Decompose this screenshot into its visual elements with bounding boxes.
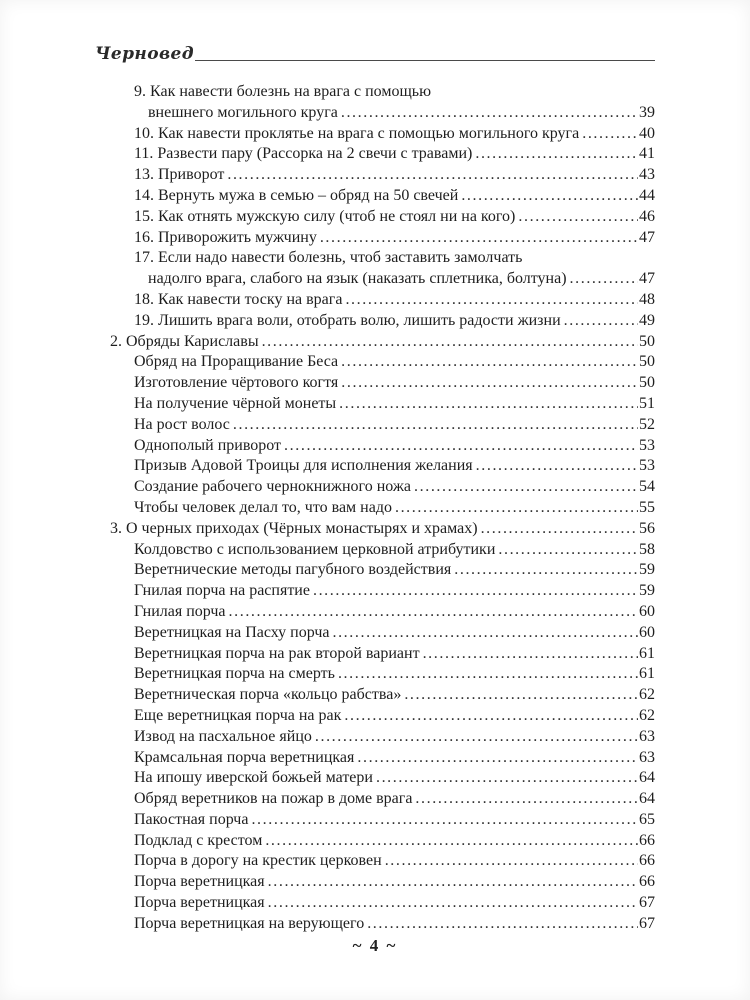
toc-page-number: 44 bbox=[639, 186, 655, 204]
toc-page-number: 53 bbox=[639, 436, 655, 454]
toc-page-number: 60 bbox=[639, 623, 655, 641]
toc-entry bbox=[110, 831, 655, 852]
toc-page-number: 50 bbox=[639, 332, 655, 350]
toc-entry bbox=[110, 727, 655, 748]
toc-entry bbox=[110, 207, 655, 228]
toc-entry-title: Порча веретницкая bbox=[134, 873, 265, 891]
toc-leader-dots bbox=[395, 498, 638, 519]
toc-entry-title: Извод на пасхальное яйцо bbox=[134, 727, 312, 745]
toc-entry-title: 9. Как навести болезнь на врага с помощью bbox=[134, 83, 432, 100]
toc-entry bbox=[110, 456, 655, 477]
toc-page-number: 47 bbox=[639, 270, 655, 288]
toc-entry bbox=[110, 436, 655, 457]
toc-entry-title: Веретницкая порча на рак второй вариант bbox=[134, 644, 420, 662]
toc-entry bbox=[110, 560, 655, 581]
toc-entry bbox=[110, 248, 655, 269]
toc-entry-title: 2. Обряды Кариславы bbox=[110, 332, 259, 350]
toc-leader-dots bbox=[476, 456, 638, 477]
toc-entry-title: 16. Приворожить мужчину bbox=[134, 228, 317, 246]
toc-entry-title: 17. Если надо навести болезнь, чтоб заставить замолчать bbox=[134, 249, 523, 267]
toc-entry-title: Веретническая порча «кольцо рабства» bbox=[134, 686, 402, 704]
toc-entry-title: 14. Вернуть мужа в семью – обряд на 50 свечей bbox=[134, 186, 459, 204]
toc-page-number: 55 bbox=[639, 498, 655, 516]
toc-entry bbox=[110, 498, 655, 519]
toc-leader-dots bbox=[233, 415, 638, 436]
toc-entry-title: Однополый приворот bbox=[134, 436, 282, 454]
toc-page-number: 66 bbox=[639, 831, 655, 849]
toc-entry bbox=[110, 664, 655, 685]
toc-leader-dots bbox=[475, 144, 638, 165]
toc-entry bbox=[110, 415, 655, 436]
toc-page-number: 67 bbox=[639, 894, 655, 912]
toc-page-number: 39 bbox=[639, 103, 655, 121]
toc-entry-title: Еще веретницкая порча на рак bbox=[134, 706, 342, 724]
page-footer bbox=[0, 936, 750, 956]
toc-page-number: 46 bbox=[639, 207, 655, 225]
toc-leader-dots bbox=[268, 872, 638, 893]
toc-page-number: 50 bbox=[639, 353, 655, 371]
toc-entry-title: 3. О черных приходах (Чёрных монастырях и храмах) bbox=[110, 519, 478, 537]
toc-leader-dots bbox=[338, 664, 638, 685]
toc-page-number: 41 bbox=[639, 145, 655, 163]
toc-page-number: 47 bbox=[639, 228, 655, 246]
toc-entry-title: 11. Развести пару (Рассорка на 2 свечи с травами) bbox=[134, 145, 473, 163]
toc-entry-title: Веретнические методы пагубного воздействия bbox=[134, 561, 452, 579]
toc-leader-dots bbox=[570, 269, 638, 290]
toc-entry-title: Гнилая порча на распятие bbox=[134, 582, 310, 600]
toc-page-number: 60 bbox=[639, 602, 655, 620]
toc-leader-dots bbox=[320, 228, 638, 249]
toc-page-number: 63 bbox=[639, 748, 655, 766]
toc-leader-dots bbox=[582, 124, 638, 145]
toc-entry bbox=[110, 748, 655, 769]
toc-entry-title: Подклад с крестом bbox=[134, 831, 263, 849]
toc-page-number: 49 bbox=[639, 311, 655, 329]
toc-entry-title: Пакостная порча bbox=[134, 810, 249, 828]
toc-leader-dots bbox=[454, 560, 638, 581]
toc-entry bbox=[110, 519, 655, 540]
toc-leader-dots bbox=[341, 373, 638, 394]
toc-page-number: 66 bbox=[639, 852, 655, 870]
toc-page-number: 64 bbox=[639, 790, 655, 808]
toc-page-number: 56 bbox=[639, 519, 655, 537]
toc-page-number: 62 bbox=[639, 706, 655, 724]
toc-leader-dots bbox=[367, 914, 638, 935]
toc-entry bbox=[110, 290, 655, 311]
toc-entry-title: Обряд на Проращивание Беса bbox=[134, 353, 339, 371]
toc-entry bbox=[110, 373, 655, 394]
toc-leader-dots bbox=[332, 623, 638, 644]
toc-leader-dots bbox=[315, 727, 638, 748]
toc-entry-title: надолго врага, слабого на язык (наказать сплетника, болтуна) bbox=[148, 270, 567, 288]
toc-leader-dots bbox=[229, 602, 638, 623]
toc-entry bbox=[110, 540, 655, 561]
toc-page-number: 53 bbox=[639, 457, 655, 475]
toc-entry bbox=[110, 103, 655, 124]
toc-entry-title: Изготовление чёртового когтя bbox=[134, 374, 339, 392]
toc-leader-dots bbox=[268, 893, 638, 914]
toc-leader-dots bbox=[345, 290, 638, 311]
toc-leader-dots bbox=[344, 706, 638, 727]
toc-entry bbox=[110, 644, 655, 665]
toc-entry bbox=[110, 789, 655, 810]
toc-leader-dots bbox=[481, 519, 638, 540]
toc-leader-dots bbox=[564, 311, 638, 332]
toc-page-number: 48 bbox=[639, 290, 655, 308]
toc-entry bbox=[110, 144, 655, 165]
toc-page-number: 61 bbox=[639, 665, 655, 683]
toc-leader-dots bbox=[461, 186, 638, 207]
toc-entry-title: Веретницкая порча на смерть bbox=[134, 665, 335, 683]
toc-entry bbox=[110, 706, 655, 727]
toc-entry-title: Чтобы человек делал то, что вам надо bbox=[134, 498, 392, 516]
toc-leader-dots bbox=[339, 394, 638, 415]
toc-leader-dots bbox=[284, 436, 638, 457]
toc-entry bbox=[110, 269, 655, 290]
toc-page-number: 63 bbox=[639, 727, 655, 745]
toc-page-number: 40 bbox=[639, 124, 655, 142]
toc-leader-dots bbox=[414, 477, 638, 498]
toc-entry-title: На рост волос bbox=[134, 415, 230, 433]
toc-page-number: 64 bbox=[639, 769, 655, 787]
toc-page-number: 67 bbox=[639, 914, 655, 932]
toc-leader-dots bbox=[385, 851, 638, 872]
toc-entry bbox=[110, 581, 655, 602]
toc-entry-title: Порча в дорогу на крестик церковен bbox=[134, 852, 382, 870]
toc-entry-title: Призыв Адовой Троицы для исполнения желания bbox=[134, 457, 473, 475]
toc-page-number: 52 bbox=[639, 415, 655, 433]
toc-leader-dots bbox=[518, 207, 638, 228]
toc-entry-title: Порча веретницкая на верующего bbox=[134, 914, 365, 932]
toc-page-number: 50 bbox=[639, 374, 655, 392]
toc-entry bbox=[110, 124, 655, 145]
toc-entry-title: 19. Лишить врага воли, отобрать волю, лишить радости жизни bbox=[134, 311, 561, 329]
toc-entry-title: 18. Как навести тоску на врага bbox=[134, 290, 343, 308]
toc-page-number: 61 bbox=[639, 644, 655, 662]
toc-entry-title: 13. Приворот bbox=[134, 166, 225, 184]
toc-entry bbox=[110, 332, 655, 353]
toc-page-number: 65 bbox=[639, 810, 655, 828]
running-head: Черновед bbox=[95, 44, 194, 64]
toc-entry-title: 15. Как отнять мужскую силу (чтоб не стоял ни на кого) bbox=[134, 207, 516, 225]
toc-entry-title: Обряд веретников на пожар в доме врага bbox=[134, 790, 413, 808]
toc-leader-dots bbox=[498, 540, 638, 561]
toc-entry bbox=[110, 352, 655, 373]
toc-entry bbox=[110, 477, 655, 498]
toc-leader-dots bbox=[251, 810, 638, 831]
toc-entry bbox=[110, 602, 655, 623]
toc-page-number: 43 bbox=[639, 166, 655, 184]
toc-leader-dots bbox=[313, 581, 638, 602]
toc-leader-dots bbox=[423, 644, 638, 665]
toc-entry bbox=[110, 914, 655, 935]
toc-page-number: 59 bbox=[639, 561, 655, 579]
toc-page-number: 58 bbox=[639, 540, 655, 558]
toc-entry-title: Веретницкая на Пасху порча bbox=[134, 623, 330, 641]
toc-entry bbox=[110, 768, 655, 789]
toc-entry-title: На ипошу иверской божьей матери bbox=[134, 769, 373, 787]
toc-entry-title: Колдовство с использованием церковной атрибутики bbox=[134, 540, 496, 558]
page-number: ~ 4 ~ bbox=[352, 936, 398, 955]
toc-entry bbox=[110, 893, 655, 914]
toc-entry bbox=[110, 311, 655, 332]
toc-entry bbox=[110, 623, 655, 644]
toc-entry bbox=[110, 186, 655, 207]
toc-entry bbox=[110, 394, 655, 415]
toc-entry-title: Крамсальная порча веретницкая bbox=[134, 748, 355, 766]
toc-entry bbox=[110, 685, 655, 706]
toc-leader-dots bbox=[265, 831, 638, 852]
toc-page-number: 54 bbox=[639, 478, 655, 496]
toc-entry-title: На получение чёрной монеты bbox=[134, 394, 337, 412]
page-header bbox=[95, 44, 655, 64]
toc-entry bbox=[110, 228, 655, 249]
toc-leader-dots bbox=[262, 332, 638, 353]
toc-entry bbox=[110, 851, 655, 872]
toc-entry-title: Гнилая порча bbox=[134, 602, 226, 620]
toc-page-number: 62 bbox=[639, 686, 655, 704]
toc-leader-dots bbox=[404, 685, 638, 706]
toc-entry bbox=[110, 82, 655, 103]
toc-leader-dots bbox=[341, 103, 638, 124]
toc-leader-dots bbox=[357, 748, 638, 769]
toc-leader-dots bbox=[376, 768, 638, 789]
toc-page-number: 51 bbox=[639, 394, 655, 412]
toc-entry-title: Создание рабочего чернокнижного ножа bbox=[134, 478, 412, 496]
toc-leader-dots bbox=[341, 352, 638, 373]
toc-leader-dots bbox=[415, 789, 638, 810]
toc-entry bbox=[110, 165, 655, 186]
toc-entry-title: 10. Как навести проклятье на врага с помощью могильного круга bbox=[134, 124, 580, 142]
toc-entry-title: Порча веретницкая bbox=[134, 894, 265, 912]
toc-page-number: 66 bbox=[639, 873, 655, 891]
toc-entry-title: внешнего могильного круга bbox=[148, 103, 338, 121]
toc-page-number: 59 bbox=[639, 582, 655, 600]
toc-entry bbox=[110, 810, 655, 831]
header-rule bbox=[195, 60, 655, 61]
toc-list bbox=[110, 82, 655, 935]
toc-leader-dots bbox=[227, 165, 638, 186]
toc-entry bbox=[110, 872, 655, 893]
